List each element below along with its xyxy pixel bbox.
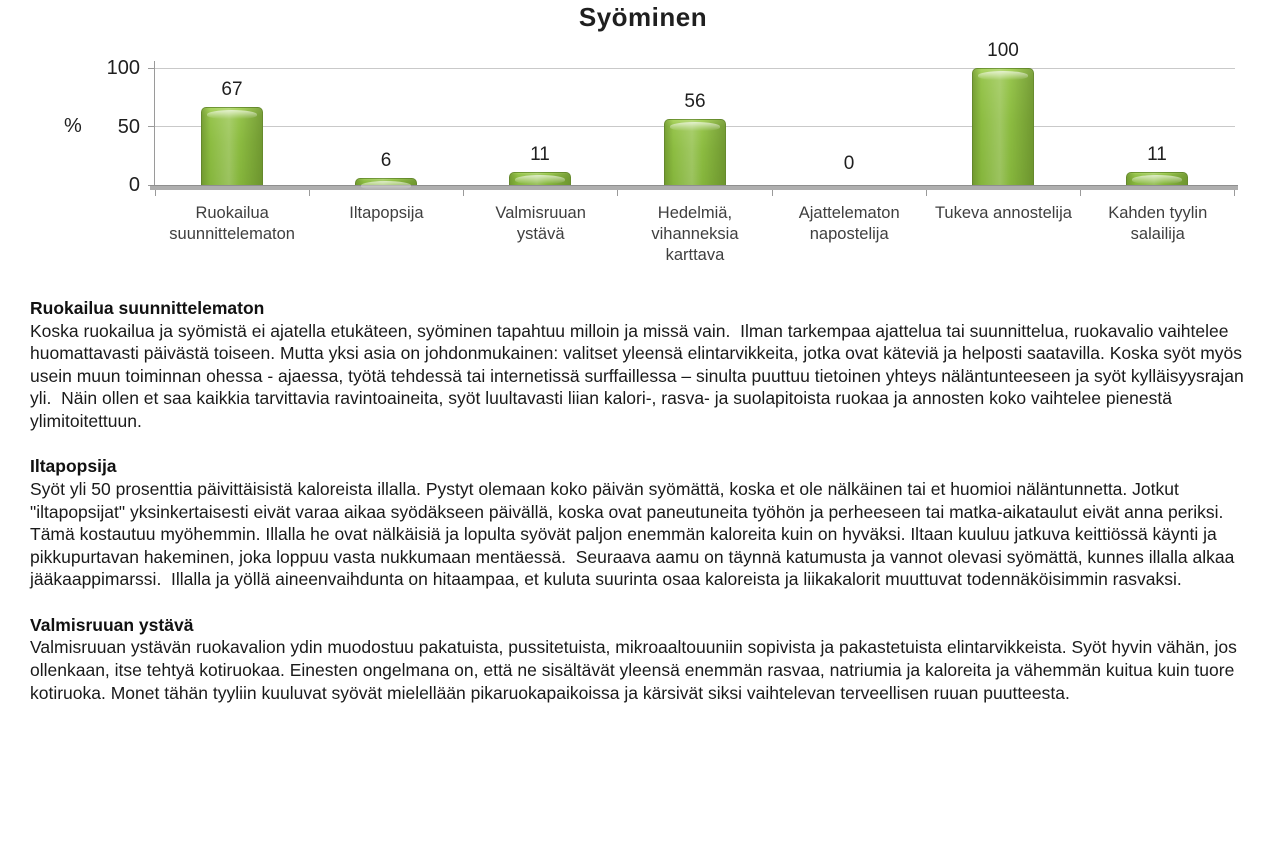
category-label: Kahden tyylin salailija: [1108, 204, 1208, 243]
y-tick-mark: [148, 68, 155, 69]
y-axis-title: %: [64, 115, 82, 137]
category-label: Iltapopsija: [349, 204, 424, 222]
x-tick-mark: [617, 190, 618, 196]
gridline-100: [155, 68, 1235, 69]
x-tick-mark: [155, 190, 156, 196]
document-body: [30, 297, 1262, 704]
section-ruokailua-suunnittelematon: [30, 297, 1262, 432]
bar-hedelmia-vihanneksia-karttava: [664, 119, 726, 185]
category-labels: [155, 203, 1235, 266]
chart-title: Syöminen: [578, 2, 708, 32]
category-label: Valmisruuan ystävä: [495, 204, 586, 243]
x-tick-mark: [1080, 190, 1081, 196]
x-tick-mark: [1234, 190, 1235, 196]
value-label: 11: [1147, 144, 1167, 166]
category-label: Tukeva annostelija: [934, 204, 1072, 222]
section-iltapopsija: [30, 455, 1262, 590]
bar-kahden-tyylin-salailija: [1126, 172, 1188, 185]
section-paragraph: Syöt yli 50 prosenttia päivittäisistä kaloreista illalla. Pystyt olemaan koko päivän syömättä, koska et ole nälkäinen tai et huomioi näläntunnetta. Jotkut "iltapopsijat" yksinkertaisesti eivät varaa aikaa syödäkseen päivällä, koska ovat paneutuneita työhön ja perheeseen tai matka-aikataulut eivät anna periksi. Tämä kostautuu myöhemmin. Illalla he ovat nälkäisiä ja lopulta syövät paljon enemmän kaloreita kuin on hyväksi. Iltaan kuuluu jatkuva keittiössä käynti ja pikkupurtavan hakeminen, joka loppuu vasta nukkumaan mentäessä. Seuraava aamu on täynnä katumusta ja vannot olevasi syömättä, kunnes illalla alkaa jääkaappimarssi. Illalla ja yöllä aineenvaihdunta on hitaampaa, et kuluta suurinta osaa kaloreista ja liikakalorit muuttuvat todennäköisimmin rasvaksi.: [30, 478, 1240, 590]
value-label: 67: [221, 78, 243, 100]
category-label: Ruokailua suunnittelematon: [169, 204, 295, 243]
bar-ruokailua-suunnittelematon: [201, 107, 263, 185]
value-label: 56: [684, 91, 706, 113]
section-valmisruuan-ystava: [30, 614, 1262, 704]
section-paragraph: Koska ruokailua ja syömistä ei ajatella etukäteen, syöminen tapahtuu milloin ja missä vain. Ilman tarkempaa ajattelua tai suunnittelua, ruokavalio vaihtelee huomattavasti päivästä toiseen. Mutta yksi asia on johdonmukainen: valitset yleensä elintarvikkeita, jotka ovat käteviä ja helposti saatavilla. Koska syöt myös usein muun toiminnan ohessa - ajaessa, työtä tehdessä tai internetissä surffaillessa – sinulta puuttuu tietoinen yhteys näläntunteeseen ja syöt kylläisyysrajan yli. Näin ollen et saa kaikkia tarvittavia ravintoaineita, syöt luultavasti liian kalori-, rasva- ja suolapitoista ruokaa ja annosten koko vaihtelee pienestä ylimitoitettuun.: [30, 320, 1249, 431]
section-heading: Ruokailua suunnittelematon: [30, 298, 265, 318]
section-heading: Iltapopsija: [30, 456, 117, 477]
bar-valmisruuan-ystava: [509, 172, 571, 185]
bar-tukeva-annostelija: [972, 68, 1034, 185]
category-label: Ajattelematon napostelija: [798, 204, 900, 243]
value-label: 0: [843, 153, 855, 174]
category-label: Hedelmiä, vihanneksia karttava: [651, 204, 739, 264]
plot-area: [155, 40, 1235, 185]
x-tick-mark: [463, 190, 464, 196]
x-tick-mark: [309, 190, 310, 196]
bar-chart: [0, 0, 1286, 292]
value-label: 11: [530, 144, 550, 166]
section-paragraph: Valmisruuan ystävän ruokavalion ydin muodostuu pakatuista, pussitetuista, mikroaaltouuniin sopivista ja pakastetuista elintarvikkeista. Syöt hyvin vähän, jos ollenkaan, itse tehtyä kotiruokaa. Einesten ongelmana on, että ne sisältävät yleensä enemmän rasvaa, natriumia ja kaloreita ja vähemmän kuitua kuin tuore kotiruoka. Monet tähän tyyliin kuuluvat syövät mielellään pikaruokapaikoissa ja kärsivät siksi vaihtelevan terveellisen ruuan puutteesta.: [30, 637, 1242, 703]
section-heading: Valmisruuan ystävä: [30, 614, 194, 635]
y-tick-mark: [148, 126, 155, 127]
y-tick-label-0: 0: [128, 174, 140, 196]
x-axis-line: [150, 185, 1238, 190]
x-tick-mark: [926, 190, 927, 196]
value-label: 100: [987, 40, 1019, 61]
y-tick-label-50: 50: [117, 116, 140, 138]
value-label: 6: [380, 149, 392, 171]
x-tick-mark: [772, 190, 773, 196]
bar-iltapopsija: [355, 178, 417, 185]
y-tick-label-100: 100: [106, 57, 140, 79]
